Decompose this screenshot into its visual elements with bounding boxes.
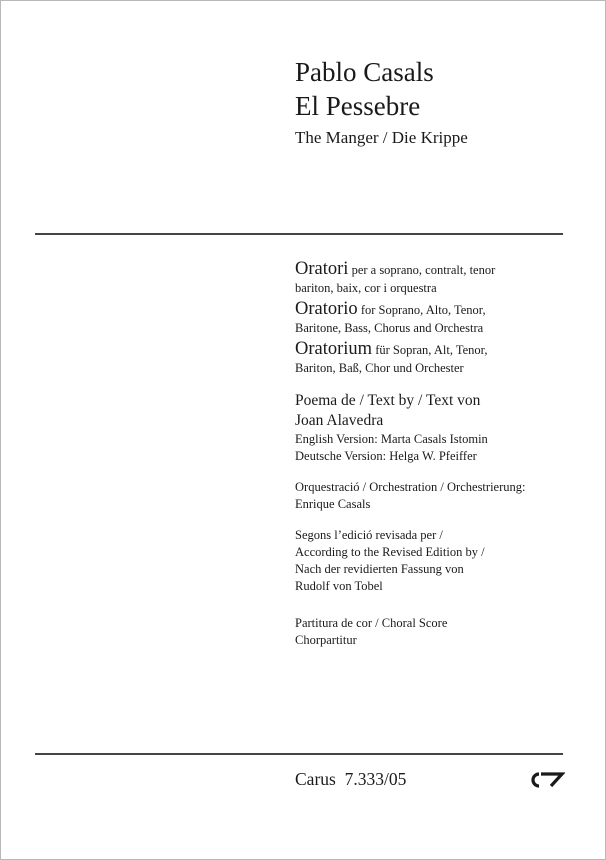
text-credit-heading: Poema de / Text by / Text von xyxy=(295,392,481,409)
genre-scoring: for Soprano, Alto, Tenor, xyxy=(357,303,486,317)
genre-catalan xyxy=(295,259,585,297)
top-divider xyxy=(35,233,563,235)
orchestration-heading: Orquestració / Orchestration / Orchestrierung: xyxy=(295,480,526,494)
cover-header xyxy=(295,55,468,151)
bottom-divider xyxy=(35,753,563,755)
orchestrator-name: Enrique Casals xyxy=(295,497,371,511)
text-credit xyxy=(295,391,585,465)
edition-editor: Rudolf von Tobel xyxy=(295,579,383,593)
german-version-credit: Deutsche Version: Helga W. Pfeiffer xyxy=(295,449,477,463)
genre-name: Oratori xyxy=(295,259,349,279)
score-type xyxy=(295,615,585,649)
score-type-line: Partitura de cor / Choral Score xyxy=(295,616,448,630)
carus-logo-icon xyxy=(529,771,565,789)
orchestration-credit xyxy=(295,479,585,513)
catalog-label xyxy=(295,769,406,790)
genre-scoring: per a soprano, contralt, tenor xyxy=(348,263,496,277)
english-version-credit: English Version: Marta Casals Istomin xyxy=(295,432,488,446)
score-type-line-german: Chorpartitur xyxy=(295,633,357,647)
genre-name: Oratorio xyxy=(295,299,358,319)
genre-scoring-continued: Bariton, Baß, Chor und Orchester xyxy=(295,361,464,375)
genre-scoring-continued: bariton, baix, cor i orquestra xyxy=(295,281,437,295)
work-subtitle: The Manger / Die Krippe xyxy=(295,128,468,147)
edition-credit xyxy=(295,527,585,595)
genre-english xyxy=(295,299,585,337)
genre-scoring: für Sopran, Alt, Tenor, xyxy=(372,343,488,357)
work-title: El Pessebre xyxy=(295,91,421,121)
edition-line: According to the Revised Edition by / xyxy=(295,545,485,559)
composer-name: Pablo Casals xyxy=(295,57,434,87)
text-author: Joan Alavedra xyxy=(295,412,384,429)
genre-scoring-continued: Baritone, Bass, Chorus and Orchestra xyxy=(295,321,484,335)
genre-german xyxy=(295,339,585,377)
edition-line: Nach der revidierten Fassung von xyxy=(295,562,464,576)
publisher-name: Carus xyxy=(295,769,336,789)
edition-line: Segons l’edició revisada per / xyxy=(295,528,443,542)
cover-details xyxy=(295,259,585,649)
catalog-number: 7.333/05 xyxy=(344,769,407,789)
genre-name: Oratorium xyxy=(295,339,373,359)
